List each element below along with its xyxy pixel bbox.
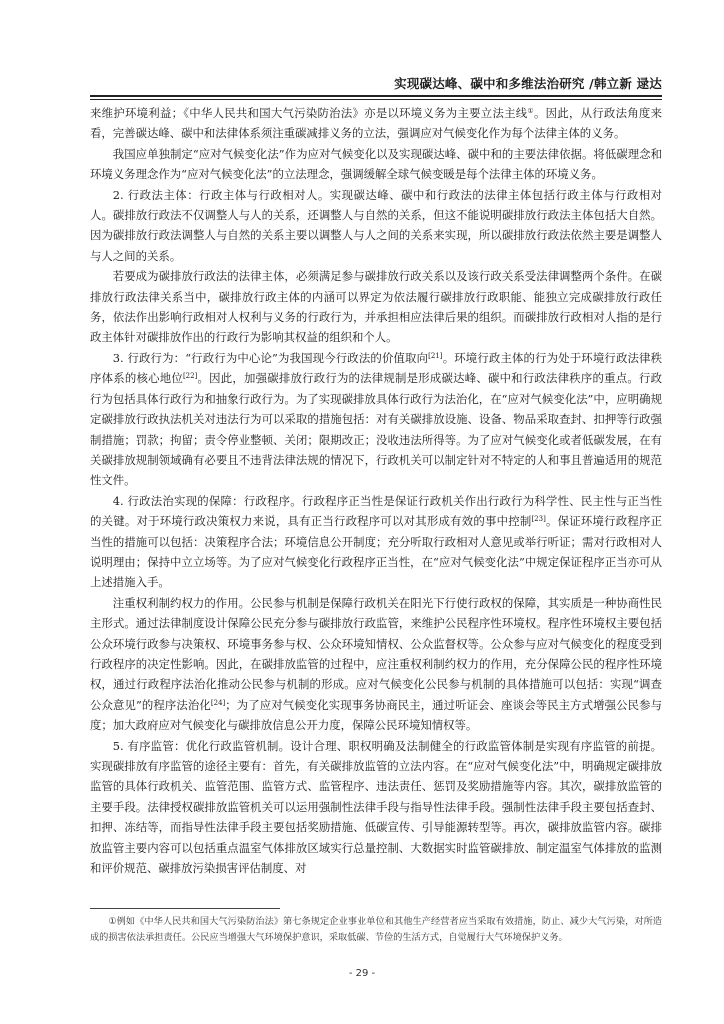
paragraph-5: 3. 行政行为：“行政行为中心论”为我国现今行政法的价值取向[21]。环境行政主体的行为处于环境行政法律秩序体系的核心地位[22]。因此，加强碳排放行政行为的法律规制是形成碳达峰、碳中和行政法律秩序的重点。行政行为包括具体行政行为和抽象行政行为。为了实现碳排放具体行政行为法治化，在“应对气候变化法”中，应明确规定碳排放行政执法机关对违法行为可以采取的措施包括：对有关碳排放设施、设备、物品采取查封、扣押等行政强制措施；罚款；拘留；责令停业整顿、关闭；限期改正；没收违法所得等。为了应对气候变化或者低碳发展，在有关碳排放规制领域确有必要且不违背法律法规的情况下，行政机关可以制定针对不特定的人和事且普遍适用的规范性文件。 — [90, 350, 662, 488]
body-text — [90, 103, 662, 878]
citation-ref[interactable]: [24] — [210, 698, 226, 707]
paragraph-2: 我国应单独制定“应对气候变化法”作为应对气候变化以及实现碳达峰、碳中和的主要法律依据。将低碳理念和环境义务理念作为“应对气候变化法”的立法理念，强调缓解全球气候变暖是每个法律主体的环境义务。 — [90, 146, 662, 182]
citation-ref[interactable]: [22] — [182, 372, 198, 381]
footnote-divider — [90, 908, 280, 909]
citation-ref[interactable]: [23] — [531, 515, 546, 524]
citation-ref[interactable]: [21] — [428, 351, 443, 360]
paragraph-6: 4. 行政法治实现的保障：行政程序。行政程序正当性是保证行政机关作出行政行为科学性、民主性与正当性的关键。对于环境行政决策权力来说，具有正当行政程序可以对其形成有效的事中控制[23]。保证环境行政程序正当性的措施可以包括：决策程序合法；环境信息公开制度；充分听取行政相对人意见或举行听证；需对行政相对人说明理由；保持中立立场等。为了应对气候变化行政程序正当性，在“应对气候变化法”中规定保证程序正当亦可从上述措施入手。 — [90, 493, 662, 590]
paragraph-3: 2. 行政法主体：行政主体与行政相对人。实现碳达峰、碳中和行政法的法律主体包括行政主体与行政相对人。碳排放行政法不仅调整人与人的关系，还调整人与自然的关系，但这不能说明碳排放行政法主体包括大自然。因为碳排放行政法调整人与自然的关系主要以调整人与人之间的关系来实现，所以碳排放行政法依然主要是调整人与人之间的关系。 — [90, 187, 662, 263]
header-rule — [90, 95, 662, 97]
header-rule-thin — [90, 99, 662, 100]
footnote-text: ①例如《中华人民共和国大气污染防治法》第七条规定企业事业单位和其他生产经营者应当采取有效措施，防止、减少大气污染，对所造成的损害依法承担责任。公民应当增强大气环境保护意识，采取低碳、节俭的生活方式，自觉履行大气环境保护义务。 — [90, 916, 662, 943]
footnote-ref[interactable]: ① — [527, 107, 534, 115]
page-number: - 29 - — [348, 968, 376, 979]
paragraph-4: 若要成为碳排放行政法的法律主体，必须满足参与碳排放行政关系以及该行政关系受法律调整两个条件。在碳排放行政法律关系当中，碳排放行政主体的内涵可以界定为依法履行碳排放行政职能、能独立完成碳排放行政任务，依法作出影响行政相对人权利与义务的行政行为，并承担相应法律后果的组织。而碳排放行政相对人指的是行政主体针对碳排放作出的行政行为影响其权益的组织和个人。 — [90, 269, 662, 345]
paragraph-1: 来维护环境利益；《中华人民共和国大气污染防治法》亦是以环境义务为主要立法主线①。因此，从行政法角度来看，完善碳达峰、碳中和法律体系须注重碳减排义务的立法，强调应对气候变化作为每个法律主体的义务。 — [90, 106, 662, 141]
paragraph-8: 5. 有序监管：优化行政监管机制。设计合理、职权明确及法制健全的行政监管体制是实现有序监管的前提。实现碳排放有序监管的途径主要有：首先，有关碳排放监管的立法内容。在“应对气候变化法”中，明确规定碳排放监管的具体行政机关、监管范围、监管方式、监管程序、违法责任、惩罚及奖励措施等内容。其次，碳排放监管的主要手段。法律授权碳排放监管机关可以运用强制性法律手段与指导性法律手段。强制性法律手段主要包括查封、扣押、冻结等，而指导性法律手段主要包括奖励措施、低碳宣传、引导能源转型等。再次，碳排放监管内容。碳排放监管主要内容可以包括重点温室气体排放区域实行总量控制、大数据实时监管碳排放、制定温室气体排放的监测和评价规范、碳排放污染损害评估制度、对 — [90, 738, 662, 876]
paragraph-7: 注重权利制约权力的作用。公民参与机制是保障行政机关在阳光下行使行政权的保障，其实质是一种协商性民主形式。通过法律制度设计保障公民充分参与碳排放行政监管，来维护公民程序性环境权。程序性环境权主要包括公众环境行政参与决策权、环境事务参与权、公众环境知情权、公众监督权等。公众参与应对气候变化的程度受到行政程序的决定性影响。因此，在碳排放监管的过程中，应注重权利制约权力的作用，充分保障公民的程序性环境权，通过行政程序法治化推动公民参与机制的形成。应对气候变化公民参与机制的具体措施可以包括：实现“调查公众意见”的程序法治化[24]；为了应对气候变化实现事务协商民主，通过听证会、座谈会等民主方式增强公民参与度；加大政府应对气候变化与碳排放信息公开力度，保障公民环境知情权等。 — [90, 595, 662, 733]
footnote — [90, 914, 662, 945]
running-header: 实现碳达峰、碳中和多维法治研究 /韩立新 逯达 — [394, 76, 662, 91]
